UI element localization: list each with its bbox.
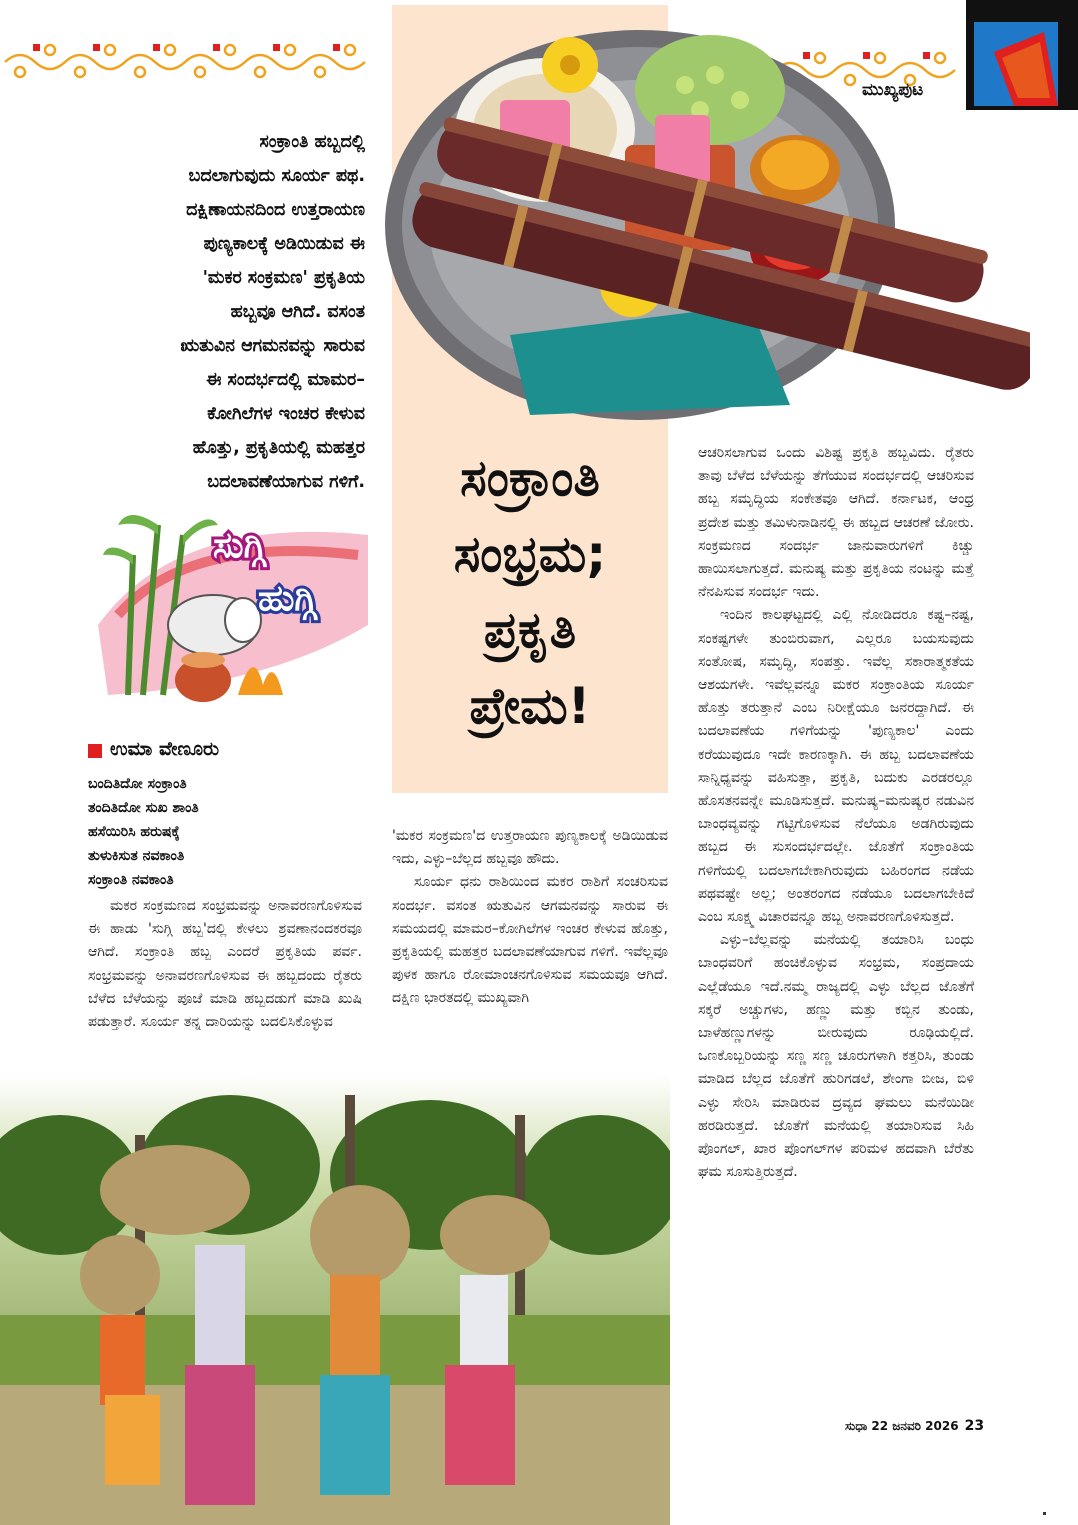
author-name: ಉಮಾ ವೇಣೂರು — [110, 738, 220, 760]
intro-paragraph — [70, 125, 365, 499]
suggi-huggi-logo — [88, 495, 378, 710]
poem-quote — [88, 772, 199, 892]
article-paragraph: ಸೂರ್ಯ ಧನು ರಾಶಿಯಿಂದ ಮಕರ ರಾಶಿಗೆ ಸಂಚರಿಸುವ ಸಂದರ್ಭ. ವಸಂತ ಋತುವಿನ ಆಗಮನವನ್ನು ಸಾರುವ ಈ ಸಮಯದಲ್ಲಿ ಮಾಮರ–ಕೋಗಿಲೆಗಳ ಇಂಚರ ಕೇಳುವ ಹೊತ್ತು, ಪ್ರಕೃತಿಯಲ್ಲಿ ಮಹತ್ತರ ಬದಲಾವಣೆಯಾಗುವ ಗಳಿಗೆ. ಇವೆಲ್ಲವೂ ಪುಳಕ ಹಾಗೂ ರೋಮಾಂಚನಗೊಳಿಸುವ ಸಮಯವೂ ಆಗಿದೆ. ದಕ್ಷಿಣ ಭಾರತದಲ್ಲಿ ಮುಖ್ಯವಾಗಿ — [392, 874, 668, 1007]
magazine-date: ಸುಧಾ 22 ಜನವರಿ 2026 — [845, 1419, 959, 1433]
intro-line: ಈ ಸಂದರ್ಭದಲ್ಲಿ ಮಾಮರ– — [206, 370, 365, 390]
article-paragraph: ಇಂದಿನ ಕಾಲಘಟ್ಟದಲ್ಲಿ ಎಲ್ಲಿ ನೋಡಿದರೂ ಕಷ್ಟ–ನಷ್ಟ, ಸಂಕಷ್ಟಗಳೇ ತುಂಬಿರುವಾಗ, ಎಲ್ಲರೂ ಬಯಸುವುದು ಸಂತೋಷ, ಸಮೃದ್ಧಿ, ಸಂಪತ್ತು. ಇವೆಲ್ಲ ಸಕಾರಾತ್ಮಕತೆಯ ಆಶಯಗಳೇ. ಇವೆಲ್ಲವನ್ನೂ ಮಕರ ಸಂಕ್ರಾಂತಿಯ ಸೂರ್ಯ ಹೊತ್ತು ತರುತ್ತಾನೆ ಎಂಬ ನಿರೀಕ್ಷೆಯೂ ಜನರದ್ದಾಗಿದೆ. ಈ ಬದಲಾವಣೆಯ ಗಳಿಗೆಯನ್ನು 'ಪುಣ್ಯಕಾಲ' ಎಂದು ಕರೆಯುವುದೂ ಇದೇ ಕಾರಣಕ್ಕಾಗಿ. ಈ ಹಬ್ಬ ಬದಲಾವಣೆಯ ಸಾನ್ನಿಧ್ಯವನ್ನು ವಹಿಸುತ್ತಾ, ಪ್ರಕೃತಿ, ಬದುಕು ಎರಡರಲ್ಲೂ ಹೊಸತನವನ್ನೇ ಮೂಡಿಸುತ್ತದೆ. ಮನುಷ್ಯ–ಮನುಷ್ಯರ ನಡುವಿನ ಬಾಂಧವ್ಯವನ್ನು ಗಟ್ಟಿಗೊಳಿಸುವ ನೆಲೆಯೂ ಅಡಗಿರುವುದು ಹಬ್ಬದ ಈ ಸುಸಂದರ್ಭದಲ್ಲೇ. ಜೊತೆಗೆ ಸಂಕ್ರಾಂತಿಯ ಗಳಿಗೆಯಲ್ಲಿ ಬದಲಾಗಬೇಕಾಗಿರುವುದು ಬಹಿರಂಗದ ನಡೆಯ ಪಥವಷ್ಟೇ ಅಲ್ಲ; ಅಂತರಂಗದ ನಡೆಯೂ ಬದಲಾಗಬೇಕಿದೆ ಎಂಬ ಸೂಕ್ಷ್ಮ ವಿಚಾರವನ್ನೂ ಹಬ್ಬ ಅನಾವರಣಗೊಳಿಸುತ್ತದೆ. — [698, 607, 974, 926]
intro-line: ಕೋಗಿಲೆಗಳ ಇಂಚರ ಕೇಳುವ — [207, 404, 365, 424]
headline-line: ಪ್ರೇಮ! — [469, 677, 591, 735]
article-column-3 — [698, 442, 974, 1185]
article-paragraph: ಆಚರಿಸಲಾಗುವ ಒಂದು ವಿಶಿಷ್ಟ ಪ್ರಕೃತಿ ಹಬ್ಬವಿದು. ರೈತರು ತಾವು ಬೆಳೆದ ಬೆಳೆಯನ್ನು ತೆಗೆಯುವ ಸಂದರ್ಭದಲ್ಲಿ ಆಚರಿಸುವ ಹಬ್ಬ ಸಮೃದ್ಧಿಯ ಸಂಕೇತವೂ ಆಗಿದೆ. ಕರ್ನಾಟಕ, ಆಂಧ್ರ ಪ್ರದೇಶ ಮತ್ತು ತಮಿಳುನಾಡಿನಲ್ಲಿ ಈ ಹಬ್ಬದ ಆಚರಣೆ ಜೋರು. ಸಂಕ್ರಮಣದ ಸಂದರ್ಭ ಜಾನುವಾರುಗಳಿಗೆ ಕಿಚ್ಚು ಹಾಯಿಸಲಾಗುತ್ತದೆ. ಮನುಷ್ಯ ಮತ್ತು ಪ್ರಕೃತಿಯ ನಂಟನ್ನು ಮತ್ತೆ ನೆನಪಿಸುವ ಸಂದರ್ಭ ಇದು. — [698, 445, 974, 601]
article-column-2 — [392, 825, 668, 1011]
intro-line: ಬದಲಾಗುವುದು ಸೂರ್ಯ ಪಥ. — [188, 166, 365, 186]
poem-line: ತುಳುಕಿಸುತ ನವಕಾಂತಿ — [88, 848, 185, 864]
intro-line: ಹೊತ್ತು, ಪ್ರಕೃತಿಯಲ್ಲಿ ಮಹತ್ತರ — [192, 438, 365, 458]
poem-line: ಹಸೆಯಿರಿಸಿ ಹರುಷಕ್ಕೆ — [88, 824, 180, 840]
intro-line: ಬದಲಾವಣೆಯಾಗುವ ಗಳಿಗೆ. — [207, 472, 365, 492]
harvest-photo — [0, 1075, 670, 1525]
section-label: ಮುಖ್ಯಪುಟ — [862, 80, 924, 100]
decorative-border-left — [0, 40, 370, 80]
poem-line: ಬಂದಿತಿದೋ ಸಂಕ್ರಾಂತಿ — [88, 776, 187, 792]
intro-line: ಹಬ್ಬವೂ ಆಗಿದೆ. ವಸಂತ — [230, 302, 365, 322]
intro-line: ಪುಣ್ಯಕಾಲಕ್ಕೆ ಅಡಿಯಿಡುವ ಈ — [203, 234, 365, 254]
logo-word-huggi: ಹುಗ್ಗಿ — [258, 578, 317, 619]
intro-line: 'ಮಕರ ಸಂಕ್ರಮಣ' ಪ್ರಕೃತಿಯ — [202, 268, 365, 288]
page-footer — [845, 1418, 984, 1434]
article-column-1 — [88, 895, 362, 1034]
hero-image-sugarcane-plate — [370, 5, 1030, 465]
page-number: 23 — [964, 1418, 985, 1434]
headline — [392, 440, 668, 744]
poem-line: ಸಂಕ್ರಾಂತಿ ನವಕಾಂತಿ — [88, 872, 174, 888]
intro-line: ಸಂಕ್ರಾಂತಿ ಹಬ್ಬದಲ್ಲಿ — [259, 132, 365, 152]
poem-line: ತಂದಿತಿದೋ ಸುಖ ಶಾಂತಿ — [88, 800, 199, 816]
article-paragraph: ಎಳ್ಳು–ಬೆಲ್ಲವನ್ನು ಮನೆಯಲ್ಲಿ ತಯಾರಿಸಿ ಬಂಧು ಬಾಂಧವರಿಗೆ ಹಂಚಿಕೊಳ್ಳುವ ಸಂಭ್ರಮ, ಸಂಪ್ರದಾಯ ಎಲ್ಲೆಡೆಯೂ ಇದೆ.ನಮ್ಮ ರಾಜ್ಯದಲ್ಲಿ ಎಳ್ಳು ಬೆಲ್ಲದ ಜೊತೆಗೆ ಸಕ್ಕರೆ ಅಚ್ಚುಗಳು, ಹಣ್ಣು ಮತ್ತು ಕಬ್ಬಿನ ತುಂಡು, ಬಾಳೆಹಣ್ಣುಗಳನ್ನು ಬೀರುವುದು ರೂಢಿಯಲ್ಲಿದೆ. ಒಣಕೊಬ್ಬರಿಯನ್ನು ಸಣ್ಣ ಸಣ್ಣ ಚೂರುಗಳಾಗಿ ಕತ್ತರಿಸಿ, ತುಂಡು ಮಾಡಿದ ಬೆಲ್ಲದ ಜೊತೆಗೆ ಹುರಿಗಡಲೆ, ಶೇಂಗಾ ಬೀಜ, ಬಿಳಿ ಎಳ್ಳು ಸೇರಿಸಿ ಮಾಡಿರುವ ದ್ರವ್ಯದ ಘಮಲು ಮನೆಯಿಡೀ ಹರಡಿರುತ್ತದೆ. ಜೊತೆಗೆ ಮನೆಯಲ್ಲಿ ತಯಾರಿಸುವ ಸಿಹಿ ಪೊಂಗಲ್, ಖಾರ ಪೊಂಗಲ್‌ಗಳ ಪರಿಮಳ ಹದವಾಗಿ ಬೆರೆತು ಘಮ ಸೂಸುತ್ತಿರುತ್ತದೆ. — [698, 932, 974, 1181]
author-marker — [88, 744, 102, 758]
intro-line: ಋತುವಿನ ಆಗಮನವನ್ನು ಸಾರುವ — [180, 336, 365, 356]
article-paragraph: 'ಮಕರ ಸಂಕ್ರಮಣ'ದ ಉತ್ತರಾಯಣ ಪುಣ್ಯಕಾಲಕ್ಕೆ ಅಡಿಯಿಡುವ ಇದು, ಎಳ್ಳು–ಬೆಲ್ಲದ ಹಬ್ಬವೂ ಹೌದು. — [392, 828, 668, 868]
headline-line: ಸಂಭ್ರಮ; — [453, 525, 607, 583]
headline-line: ಪ್ರಕೃತಿ — [483, 601, 577, 659]
article-paragraph: ಮಕರ ಸಂಕ್ರಮಣದ ಸಂಭ್ರಮವನ್ನು ಅನಾವರಣಗೊಳಿಸುವ ಈ ಹಾಡು 'ಸುಗ್ಗಿ ಹಬ್ಬ'ದಲ್ಲಿ ಕೇಳಲು ಶ್ರವಣಾನಂದಕರವೂ ಆಗಿದೆ. ಸಂಕ್ರಾಂತಿ ಹಬ್ಬ ಎಂದರೆ ಪ್ರಕೃತಿಯ ಪರ್ವ. ಸಂಭ್ರಮವನ್ನು ಅನಾವರಣಗೊಳಿಸುವ ಈ ಹಬ್ಬದಂದು ರೈತರು ಬೆಳೆದ ಬೆಳೆಯನ್ನು ಪೂಜೆ ಮಾಡಿ ಹಬ್ಬದಡುಗೆ ಮಾಡಿ ಖುಷಿ ಪಡುತ್ತಾರೆ. ಸೂರ್ಯ ತನ್ನ ದಾರಿಯನ್ನು ಬದಲಿಸಿಕೊಳ್ಳುವ — [88, 898, 362, 1031]
intro-line: ದಕ್ಷಿಣಾಯನದಿಂದ ಉತ್ತರಾಯಣ — [186, 200, 365, 220]
edge-mark — [1043, 1512, 1046, 1515]
logo-word-suggi: ಸುಗ್ಗಿ — [213, 525, 266, 566]
headline-line: ಸಂಕ್ರಾಂತಿ — [460, 449, 600, 507]
